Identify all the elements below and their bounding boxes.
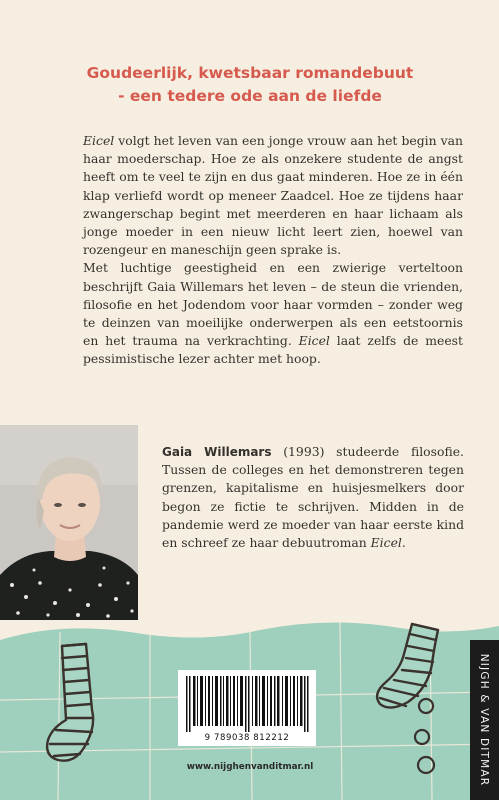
blurb-paragraph-1 <box>83 132 463 259</box>
tagline-line-1: Goudeerlijk, kwetsbaar romandebuut <box>86 64 414 82</box>
bio-end: . <box>401 535 406 551</box>
book-blurb <box>83 132 463 369</box>
sock-icon <box>40 640 120 770</box>
book-title: Eicel <box>298 333 330 349</box>
blurb-paragraph-2 <box>83 259 463 368</box>
pebble-icon <box>408 725 448 785</box>
barcode-bars <box>178 670 316 732</box>
publisher-website: www.nijghenvanditmar.nl <box>186 762 314 772</box>
author-name: Gaia Willemars <box>162 445 272 459</box>
bio-paragraph <box>162 443 464 552</box>
blurb-text-3: laat zelfs de meest pessimistische lezer achter met hoop. <box>83 333 463 367</box>
publisher-logo <box>470 640 499 800</box>
publisher-logo-text: NIJGH & VAN DITMAR <box>478 653 490 787</box>
isbn-digits: 9 789038 812212 <box>204 733 290 743</box>
author-portrait-illustration <box>0 425 138 620</box>
book-title: Eicel <box>83 133 115 148</box>
author-bio <box>162 443 464 552</box>
sock-icon <box>360 618 470 718</box>
blurb-text-2: Met luchtige geestigheid en een zwierige verteltoon beschrijft Gaia Willemars het leven – de steun die vrienden, filosofie en het Jodendom voor haar vormden – zonder weg te deinzen van moeilijke onderwerpen als een eetstoornis en het trauma na verkrachting. <box>83 260 463 349</box>
author-photo <box>0 425 138 620</box>
tagline <box>40 62 460 108</box>
blurb-text-1: volgt het leven van een jonge vrouw aan het begin van haar moederschap. Hoe ze als onzekere studente de angst heeft om te veel te zijn en dus gaat minderen. Hoe ze in één klap verliefd wordt op meneer Zaadcel. Hoe ze tijdens haar zwangerschap begint met meerderen en haar lichaam als jonge moeder in een nieuw licht leert zien, hoewel van rozengeur en maneschijn geen sprake is. <box>83 133 463 258</box>
book-title: Eicel <box>370 535 402 551</box>
tagline-line-2: - een tedere ode aan de liefde <box>118 87 382 105</box>
bio-text: (1993) studeerde filosofie. Tussen de colleges en het demonstreren tegen grenzen, kapitalisme en huisjesmelkers door begon ze fictie te schrijven. Midden in de pandemie werd ze moeder van haar eerste kind en schreef ze haar debuutroman <box>162 444 464 551</box>
